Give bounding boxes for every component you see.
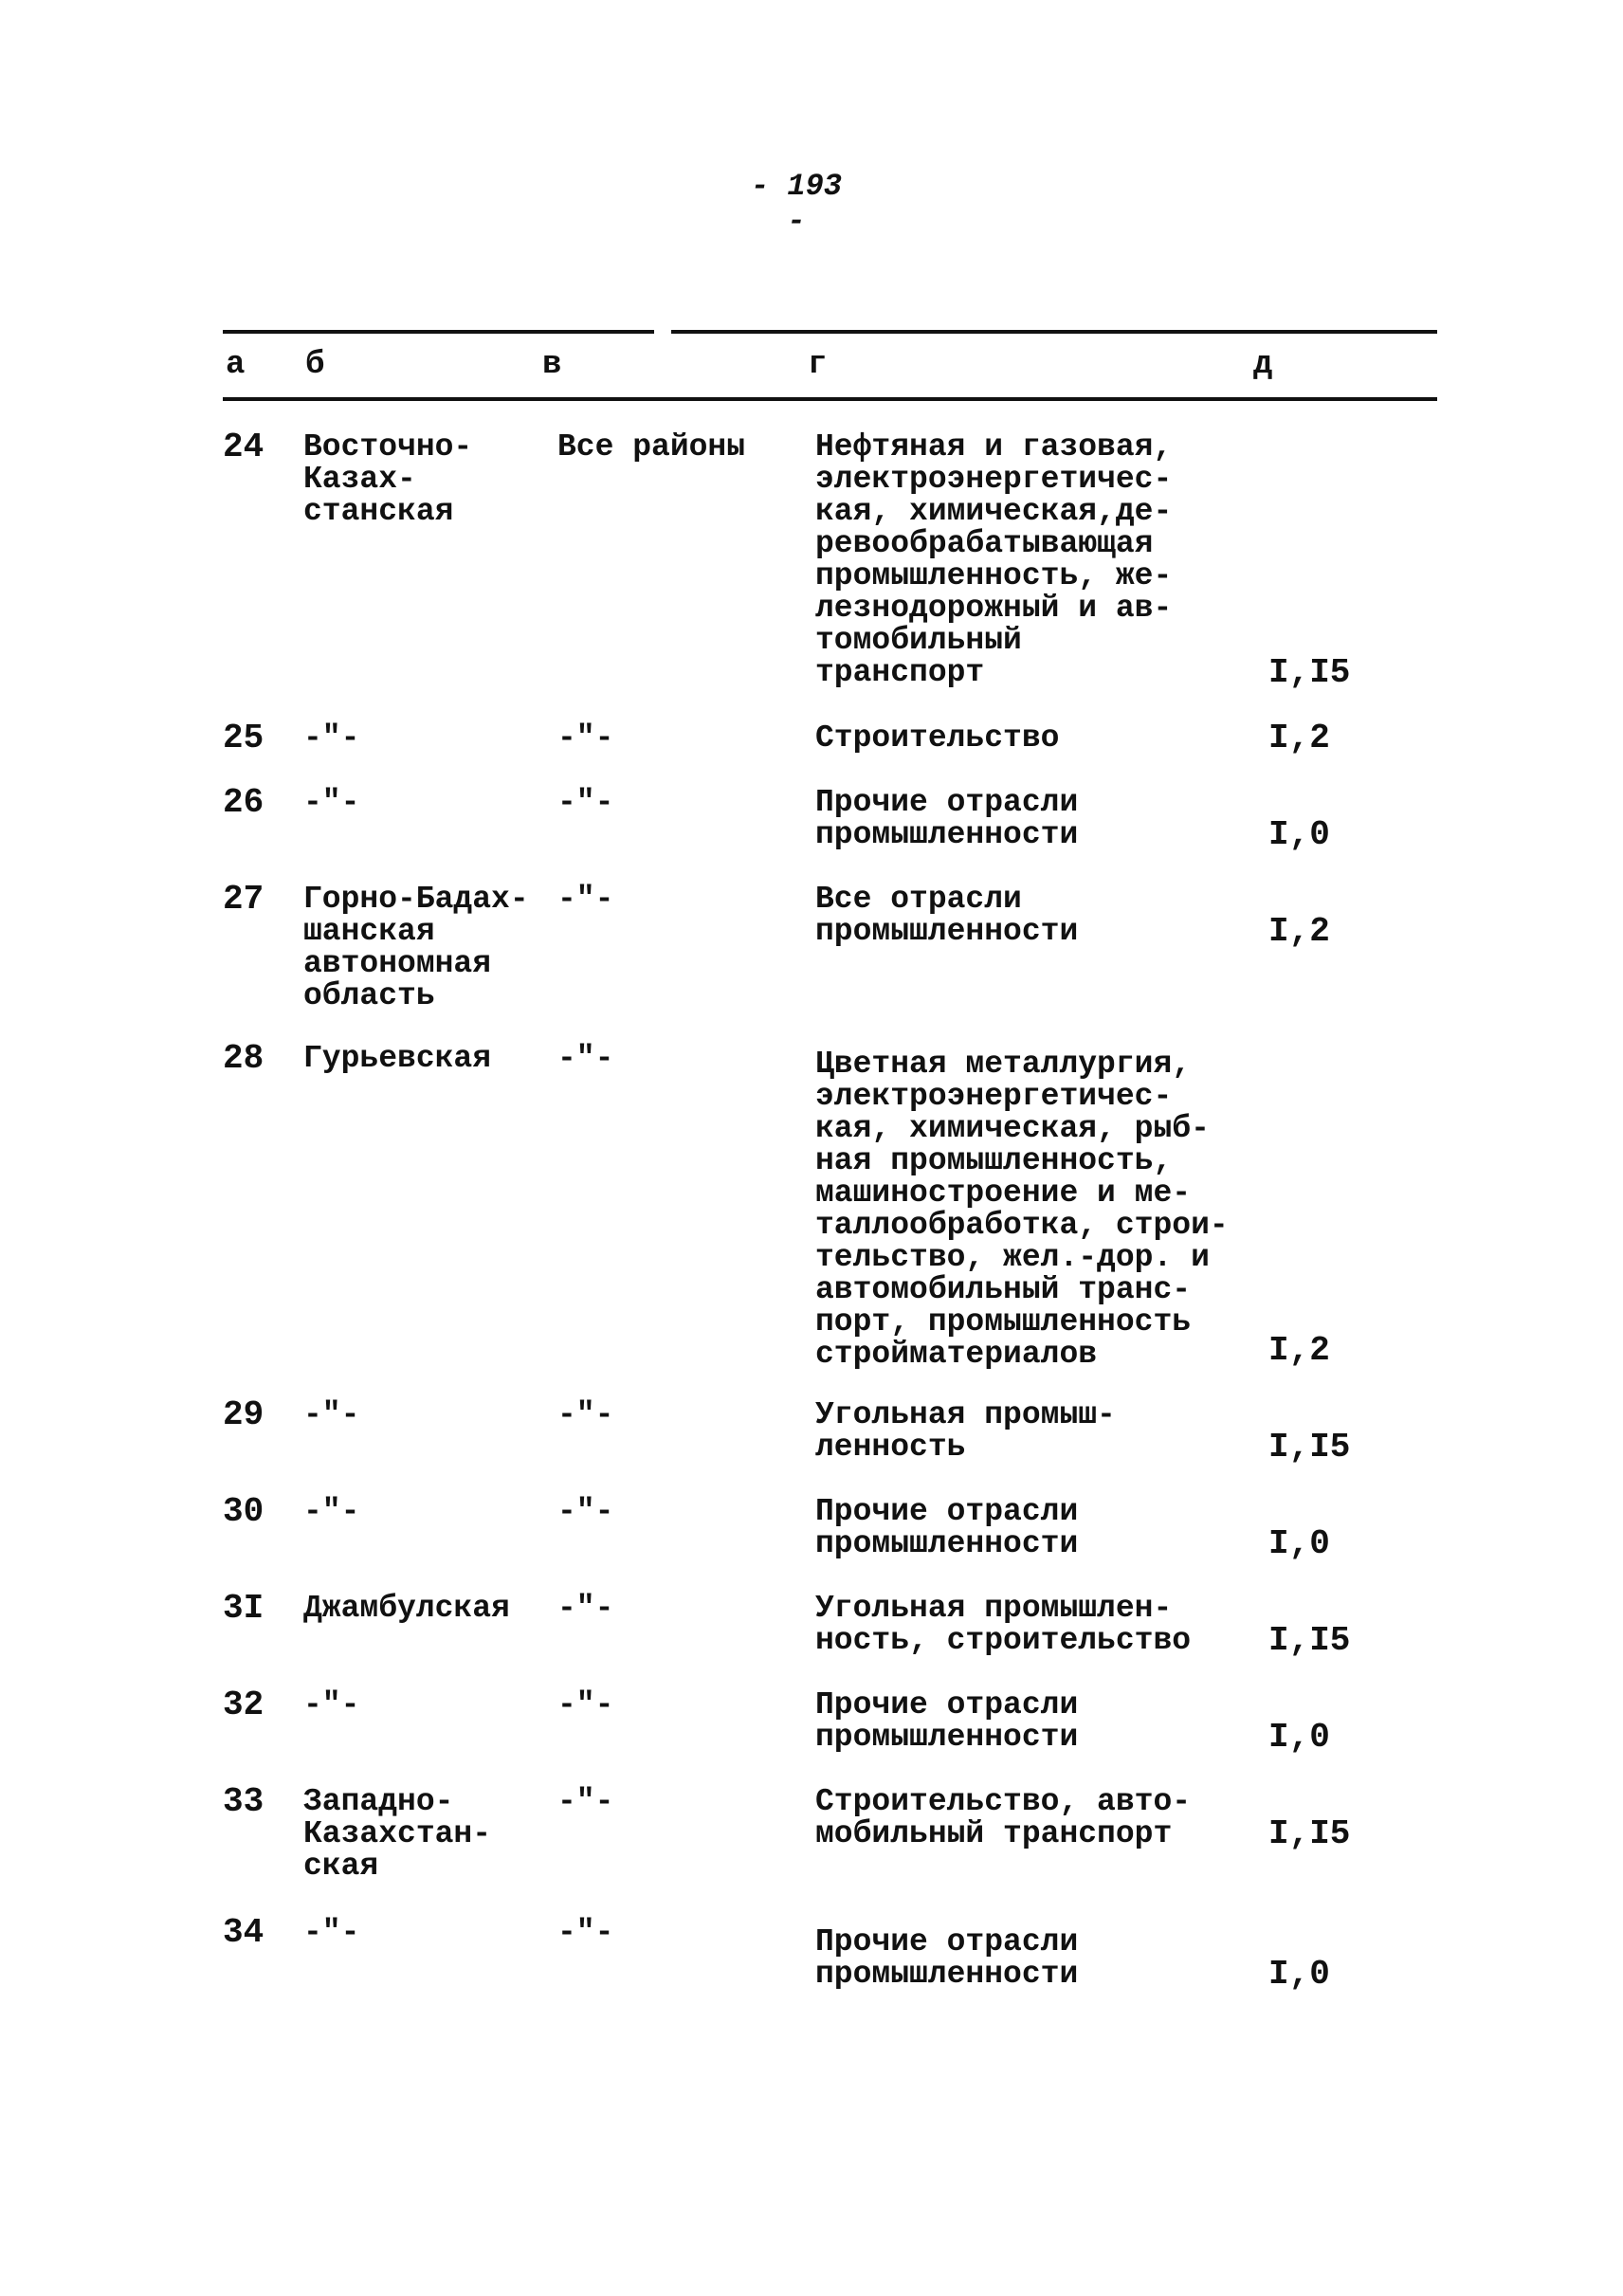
coefficient: I,0 [1268,1955,1330,1994]
industry: Прочие отрасли промышленности [815,1924,1079,1992]
header-d: д [1253,347,1273,383]
header-b: б [305,347,325,383]
coefficient: I,2 [1268,1331,1330,1370]
top-rule-left [223,330,654,334]
row-number: 34 [223,1913,264,1952]
header-g: г [808,347,828,383]
row-number: 28 [223,1039,264,1078]
industry: Прочие отрасли промышленности [815,1687,1079,1755]
industry: Строительство [815,720,1060,756]
region-name: Гурьевская [303,1041,492,1076]
districts: -"- [557,1494,614,1529]
region-name: -"- [303,1687,360,1722]
industry: Строительство, авто- мобильный транспорт [815,1784,1192,1851]
districts: -"- [557,1915,614,1950]
region-name: -"- [303,1915,360,1950]
districts: Все районы [557,429,746,465]
districts: -"- [557,1397,614,1432]
row-number: 24 [223,428,264,466]
row-number: 25 [223,719,264,757]
industry: Нефтяная и газовая, электроэнергетичес- кая, химическая,де- ревообрабатывающая промышленность, же- лезнодорожный и ав- томобильный транспорт [815,429,1173,690]
industry: Прочие отрасли промышленности [815,785,1079,852]
districts: -"- [557,1784,614,1819]
industry: Прочие отрасли промышленности [815,1494,1079,1561]
districts: -"- [557,1041,614,1076]
row-number: 3I [223,1589,264,1628]
row-number: 33 [223,1782,264,1821]
region-name: -"- [303,720,360,756]
top-rule-right [671,330,1437,334]
page-number: - 193 - [750,169,842,239]
region-name: -"- [303,785,360,820]
coefficient: I,I5 [1268,1621,1351,1660]
region-name: Восточно- Казах- станская [303,429,473,529]
coefficient: I,0 [1268,1524,1330,1563]
coefficient: I,0 [1268,815,1330,854]
industry: Угольная промыш- ленность [815,1397,1116,1465]
row-number: 27 [223,880,264,919]
row-number: 26 [223,783,264,822]
header-a: а [226,347,246,383]
industry: Все отрасли промышленности [815,882,1079,949]
coefficient: I,2 [1268,719,1330,757]
coefficient: I,0 [1268,1718,1330,1757]
header-v: в [542,347,562,383]
coefficient: I,I5 [1268,1428,1351,1467]
districts: -"- [557,1591,614,1626]
coefficient: I,I5 [1268,653,1351,692]
region-name: Западно- Казахстан- ская [303,1784,492,1884]
coefficient: I,I5 [1268,1814,1351,1853]
region-name: Горно-Бадах- шанская автономная область [303,882,529,1013]
region-name: -"- [303,1397,360,1432]
industry: Угольная промышлен- ность, строительство [815,1591,1192,1658]
table-header [0,341,1623,389]
header-rule [223,397,1437,401]
row-number: 29 [223,1395,264,1434]
row-number: 30 [223,1492,264,1531]
districts: -"- [557,1687,614,1722]
industry: Цветная металлургия, электроэнергетичес- кая, химическая, рыб- ная промышленность, машиностроение и ме- таллообработка, строи- тельство, жел.-дор. и автомобильный транс- порт, промышленность стройматериалов [815,1047,1229,1372]
districts: -"- [557,882,614,917]
region-name: Джамбулская [303,1591,510,1626]
districts: -"- [557,720,614,756]
coefficient: I,2 [1268,912,1330,951]
districts: -"- [557,785,614,820]
region-name: -"- [303,1494,360,1529]
row-number: 32 [223,1686,264,1724]
